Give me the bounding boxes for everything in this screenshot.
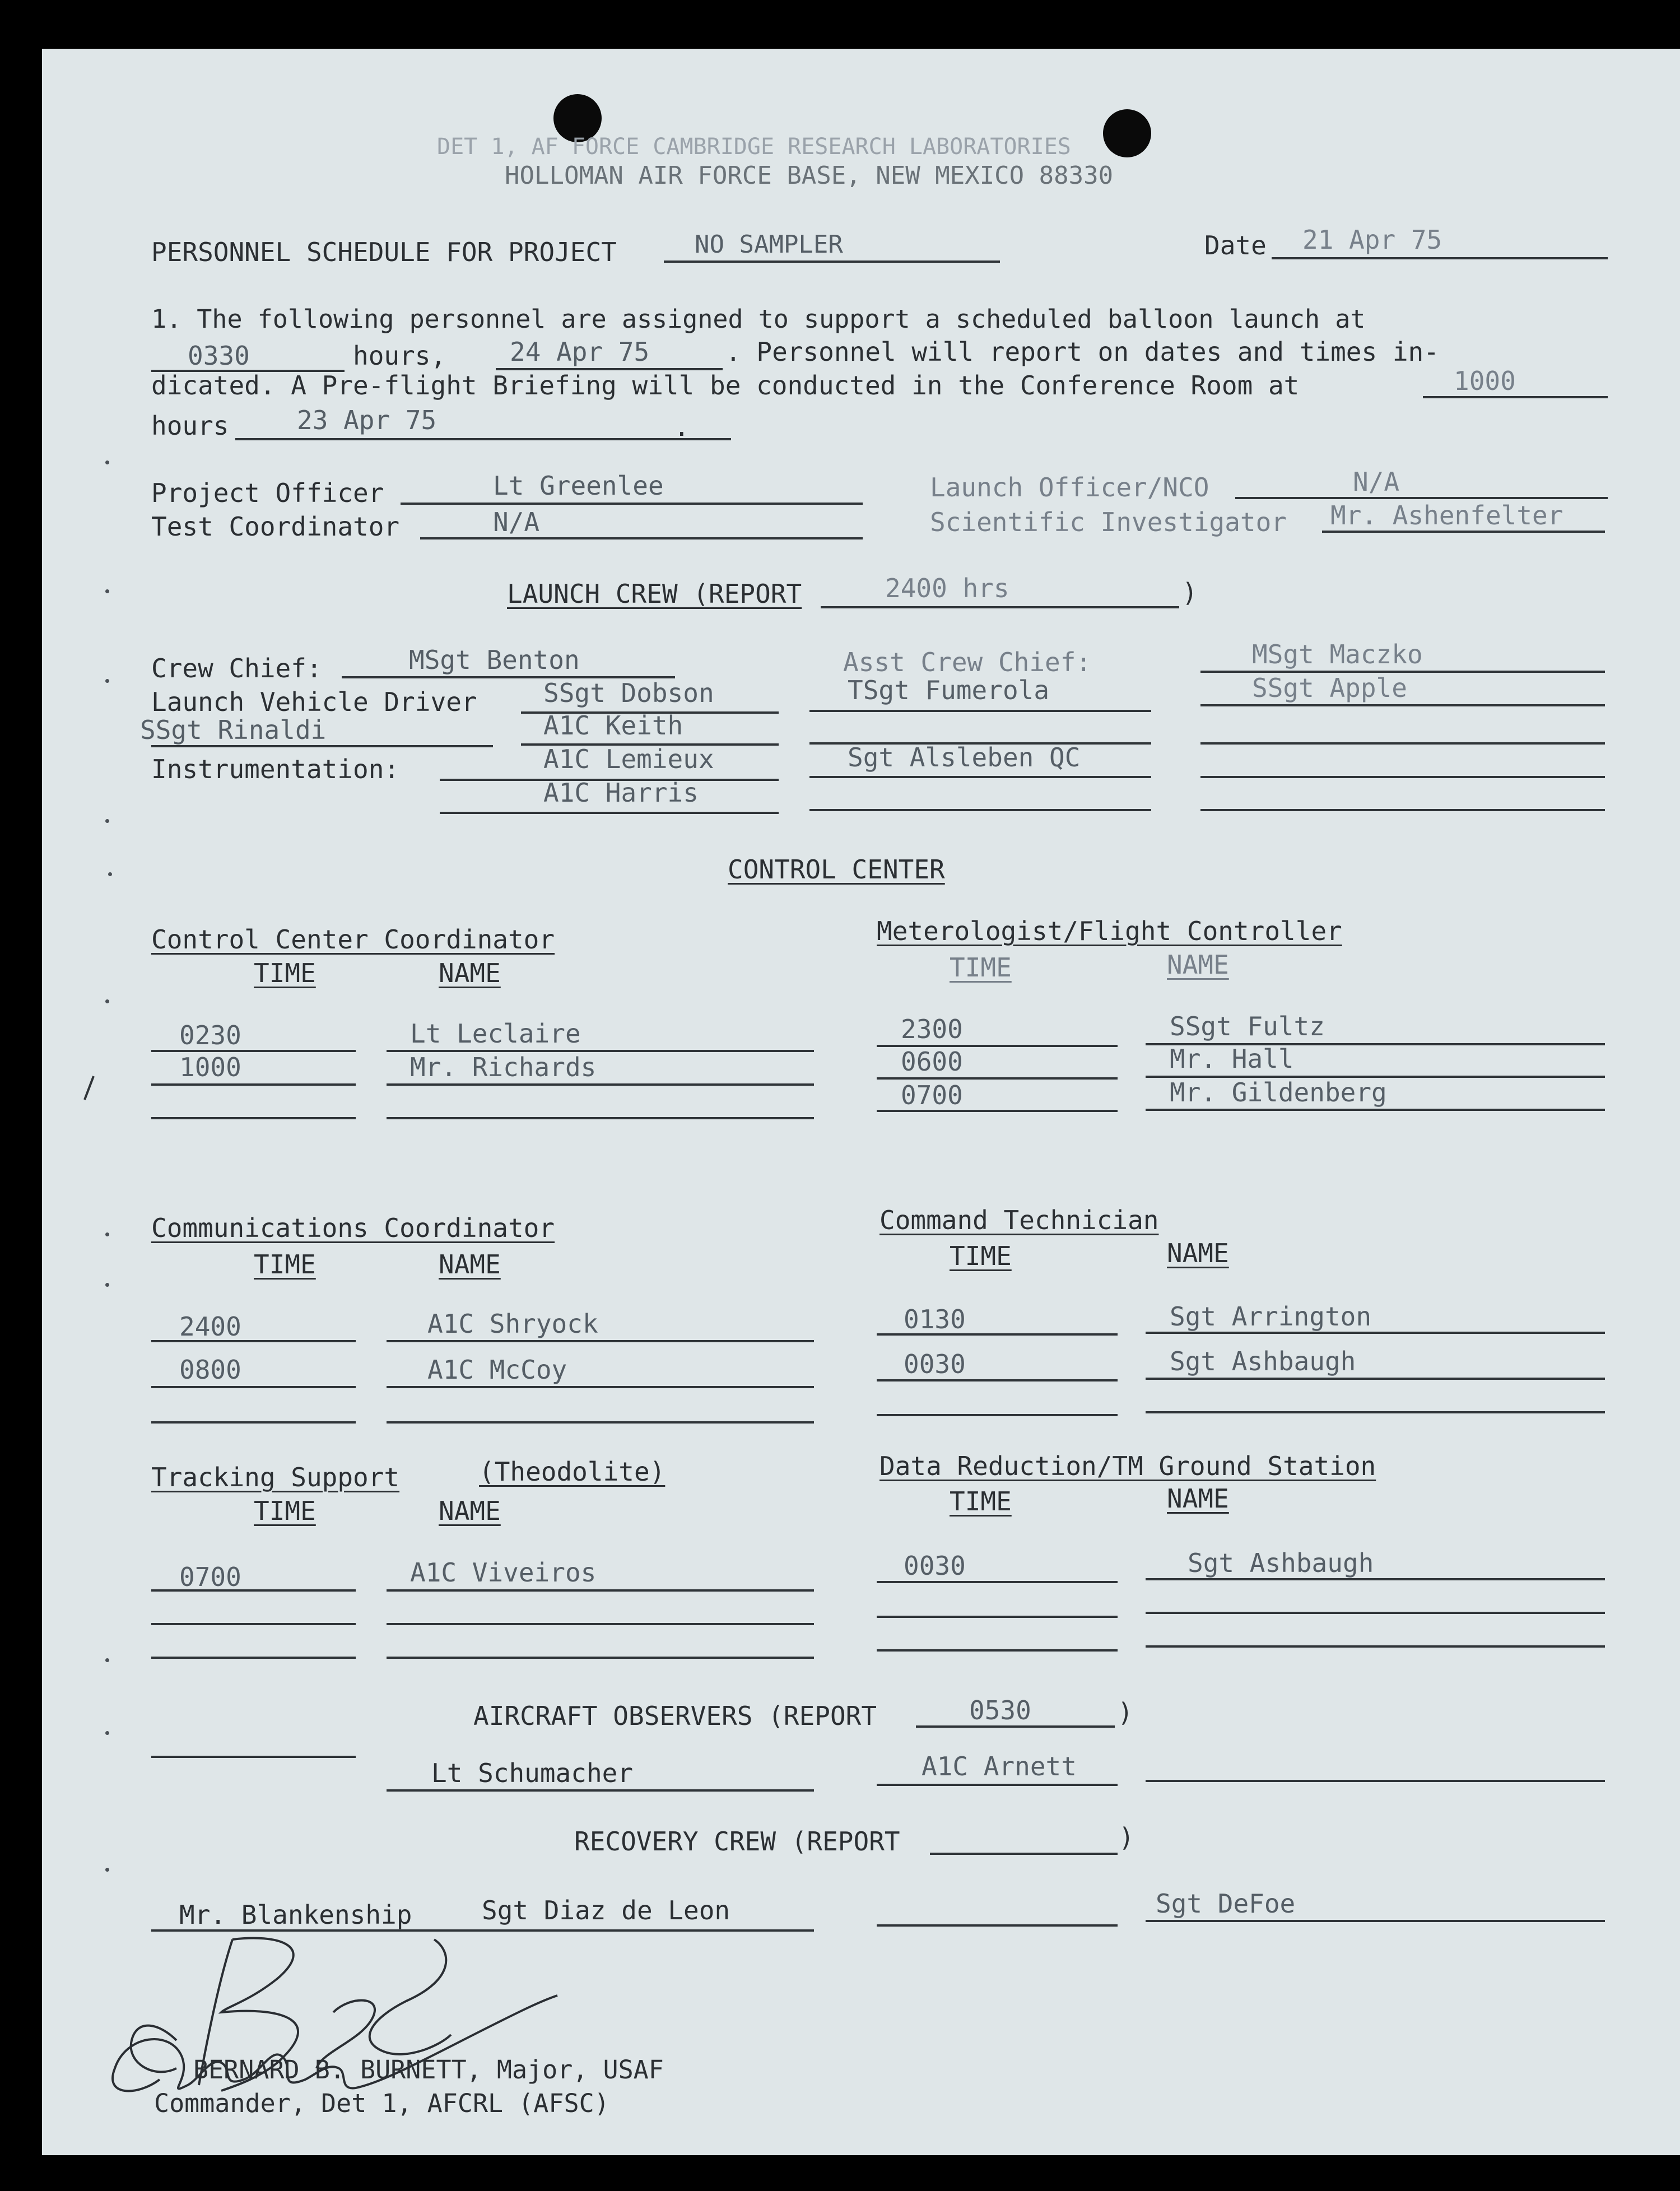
comm-name-1: A1C Shryock — [427, 1309, 598, 1339]
para-hours: hours, — [353, 341, 446, 371]
data-title: Data Reduction/TM Ground Station — [879, 1451, 1376, 1481]
instrumentation-label: Instrumentation: — [151, 754, 400, 784]
control-center-heading: CONTROL CENTER — [728, 854, 945, 885]
recovery-line-2 — [877, 1924, 1118, 1927]
date-line — [1272, 257, 1608, 259]
margin-mark — [105, 460, 109, 464]
recovery-name-2: Sgt Diaz de Leon — [482, 1895, 730, 1925]
recovery-crew-close: ) — [1119, 1822, 1134, 1853]
launch-crew-report-line — [821, 606, 1179, 608]
project-value: NO SAMPLER — [695, 230, 843, 259]
track-time-header: TIME — [254, 1496, 316, 1526]
comm-time-line-1 — [151, 1340, 356, 1342]
data-name-header: NAME — [1167, 1483, 1229, 1514]
met-time-line-2 — [877, 1077, 1118, 1080]
cmd-name-line-1 — [1146, 1332, 1605, 1334]
launch-crew-close: ) — [1182, 578, 1198, 608]
data-time-1: 0030 — [904, 1551, 966, 1581]
para-hours-label: hours — [151, 411, 229, 441]
comm-time-line-3 — [151, 1421, 356, 1424]
cmd-name-line-3 — [1146, 1411, 1605, 1413]
met-time-line-3 — [877, 1110, 1118, 1112]
data-name-line-3 — [1146, 1645, 1605, 1648]
signature-title: Commander, Det 1, AFCRL (AFSC) — [154, 2088, 609, 2118]
col4-line-2 — [1200, 704, 1605, 706]
cmd-time-2: 0030 — [904, 1349, 966, 1379]
aircraft-observer-line-3 — [877, 1784, 1118, 1786]
instrumentation-name-3: A1C Harris — [543, 778, 699, 808]
comm-time-line-2 — [151, 1386, 356, 1388]
cmd-name-line-2 — [1146, 1378, 1605, 1380]
ccc-time-line-3 — [151, 1117, 356, 1119]
asst-crew-line-1 — [809, 710, 1151, 712]
vehicle-driver-label: Launch Vehicle Driver — [151, 687, 477, 717]
date-label: Date — [1204, 230, 1267, 260]
data-name-1: Sgt Ashbaugh — [1188, 1548, 1374, 1578]
para-line1: 1. The following personnel are assigned to support a scheduled balloon launch at — [151, 304, 1366, 334]
cmd-name-1: Sgt Arrington — [1170, 1301, 1372, 1332]
cmd-time-header: TIME — [950, 1241, 1012, 1271]
track-time-1: 0700 — [179, 1562, 241, 1592]
met-name-2: Mr. Hall — [1170, 1044, 1294, 1074]
ccc-name-header: NAME — [439, 958, 501, 988]
col4-line-4 — [1200, 776, 1605, 778]
margin-mark — [105, 1731, 109, 1735]
project-officer-line — [401, 503, 863, 505]
margin-mark — [105, 1232, 109, 1236]
margin-mark — [105, 819, 109, 823]
ccc-time-2: 1000 — [179, 1052, 241, 1082]
margin-mark — [105, 1283, 109, 1287]
aircraft-observers-heading: AIRCRAFT OBSERVERS (REPORT — [473, 1701, 877, 1731]
scientific-investigator-label: Scientific Investigator — [930, 507, 1287, 537]
track-name-line-2 — [387, 1623, 814, 1625]
margin-mark — [105, 589, 109, 593]
ccc-time-line-2 — [151, 1083, 356, 1086]
aircraft-observer-line-4 — [1146, 1780, 1605, 1782]
comm-name-line-2 — [387, 1386, 814, 1388]
ccc-name-line-2 — [387, 1083, 814, 1086]
comm-name-line-3 — [387, 1421, 814, 1424]
recovery-name-1: Mr. Blankenship — [179, 1900, 412, 1930]
launch-officer-line — [1235, 497, 1608, 499]
para-launch-time: 0330 — [188, 341, 250, 371]
met-time-header: TIME — [950, 952, 1012, 983]
scientific-investigator-value: Mr. Ashenfelter — [1330, 500, 1563, 531]
instrumentation-name-2: A1C Lemieux — [543, 744, 714, 774]
margin-mark — [105, 679, 109, 683]
margin-slash — [81, 1074, 98, 1102]
cmd-time-1: 0130 — [904, 1304, 966, 1334]
date-value: 21 Apr 75 — [1302, 225, 1442, 255]
para-briefing-date-line — [235, 438, 731, 440]
project-officer-label: Project Officer — [151, 478, 384, 508]
para-briefing-time: 1000 — [1454, 366, 1516, 396]
project-line — [664, 260, 1000, 263]
asst-crew-name-2: Sgt Alsleben QC — [848, 742, 1081, 773]
cmd-time-line-2 — [877, 1379, 1118, 1381]
para-line2-rest: . Personnel will report on dates and times in- — [725, 337, 1439, 367]
margin-mark — [105, 1868, 109, 1872]
data-time-line-3 — [877, 1649, 1118, 1652]
met-name-line-3 — [1146, 1109, 1605, 1111]
data-name-line-1 — [1146, 1578, 1605, 1580]
aircraft-observers-report-line — [916, 1725, 1115, 1728]
col4-name-1: MSgt Maczko — [1252, 639, 1423, 669]
aircraft-observers-close: ) — [1118, 1697, 1133, 1728]
comm-name-header: NAME — [439, 1249, 501, 1280]
launch-officer-value: N/A — [1353, 467, 1400, 497]
track-subtitle: (Theodolite) — [479, 1457, 666, 1487]
comm-name-2: A1C McCoy — [427, 1355, 567, 1385]
project-officer-value: Lt Greenlee — [493, 471, 664, 501]
recovery-line-3 — [1146, 1920, 1605, 1922]
cmd-name-2: Sgt Ashbaugh — [1170, 1346, 1356, 1376]
para-briefing-date: 23 Apr 75 — [297, 405, 437, 435]
track-name-line-3 — [387, 1657, 814, 1659]
margin-mark — [105, 1658, 109, 1662]
ccc-title: Control Center Coordinator — [151, 924, 555, 955]
cmd-title: Command Technician — [879, 1205, 1159, 1235]
met-name-3: Mr. Gildenberg — [1170, 1077, 1387, 1108]
met-name-1: SSgt Fultz — [1170, 1011, 1325, 1041]
ccc-time-header: TIME — [254, 958, 316, 988]
launch-crew-heading: LAUNCH CREW (REPORT — [507, 579, 802, 609]
track-time-line-3 — [151, 1657, 356, 1659]
scientific-investigator-line — [1322, 531, 1605, 533]
crew-chief-value: MSgt Benton — [409, 645, 580, 675]
letterhead-line1: DET 1, AF FORCE CAMBRIDGE RESEARCH LABORATORIES — [437, 134, 1071, 160]
extra-crew-name: SSgt Rinaldi — [140, 715, 327, 745]
comm-name-line-1 — [387, 1340, 814, 1342]
aircraft-observer-name-2: A1C Arnett — [922, 1751, 1077, 1781]
recovery-crew-report-line — [930, 1853, 1118, 1855]
track-name-header: NAME — [439, 1496, 501, 1526]
para-briefing-time-line — [1423, 396, 1608, 398]
ccc-name-line-3 — [387, 1117, 814, 1119]
comm-title: Communications Coordinator — [151, 1213, 555, 1243]
track-time-line-2 — [151, 1623, 356, 1625]
document-page — [42, 49, 1680, 2155]
cmd-time-line-1 — [877, 1333, 1118, 1336]
test-coordinator-label: Test Coordinator — [151, 511, 400, 542]
aircraft-observers-report-time: 0530 — [969, 1695, 1031, 1725]
ccc-time-1: 0230 — [179, 1020, 241, 1050]
project-label: PERSONNEL SCHEDULE FOR PROJECT — [151, 237, 617, 267]
crew-chief-label: Crew Chief: — [151, 653, 322, 683]
aircraft-observer-line-1 — [151, 1756, 356, 1758]
margin-mark — [108, 872, 112, 876]
data-time-header: TIME — [950, 1486, 1012, 1517]
track-name-line-1 — [387, 1589, 814, 1592]
met-time-3: 0700 — [901, 1080, 963, 1110]
aircraft-observer-line-2 — [387, 1789, 814, 1792]
para-line3: dicated. A Pre-flight Briefing will be conducted in the Conference Room at — [151, 370, 1300, 401]
letterhead-line2: HOLLOMAN AIR FORCE BASE, NEW MEXICO 88330 — [505, 161, 1114, 190]
asst-crew-chief-label: Asst Crew Chief: — [843, 647, 1092, 677]
met-title: Meterologist/Flight Controller — [877, 916, 1342, 946]
margin-mark — [105, 999, 109, 1003]
asst-crew-line-4 — [809, 809, 1151, 811]
instrumentation-name-1: A1C Keith — [543, 710, 683, 741]
recovery-crew-heading: RECOVERY CREW (REPORT — [574, 1826, 900, 1857]
punch-hole-right — [1103, 109, 1151, 157]
met-name-header: NAME — [1167, 950, 1229, 980]
signature-name: BERNARD B. BURNETT, Major, USAF — [193, 2055, 664, 2085]
vehicle-driver-value: SSgt Dobson — [543, 678, 714, 708]
signature-scribble — [92, 1928, 613, 2113]
cmd-name-header: NAME — [1167, 1238, 1229, 1268]
test-coordinator-line — [420, 537, 863, 539]
col4-name-2: SSgt Apple — [1252, 673, 1407, 703]
recovery-name-3: Sgt DeFoe — [1156, 1888, 1296, 1919]
met-time-1: 2300 — [901, 1014, 963, 1044]
cmd-time-line-3 — [877, 1414, 1118, 1416]
launch-crew-report-time: 2400 hrs — [885, 573, 1009, 603]
para-launch-date: 24 Apr 75 — [510, 337, 650, 367]
extra-crew-line — [151, 745, 493, 747]
para-end: . — [674, 412, 690, 442]
instrumentation-line-3 — [440, 812, 779, 814]
launch-officer-label: Launch Officer/NCO — [930, 472, 1209, 503]
comm-time-header: TIME — [254, 1249, 316, 1280]
data-time-line-1 — [877, 1581, 1118, 1583]
track-time-line-1 — [151, 1589, 356, 1592]
asst-crew-name-1: TSgt Fumerola — [848, 675, 1050, 705]
track-name-1: A1C Viveiros — [410, 1557, 597, 1588]
met-time-2: 0600 — [901, 1046, 963, 1077]
aircraft-observer-name-1: Lt Schumacher — [431, 1758, 634, 1788]
data-time-line-2 — [877, 1616, 1118, 1618]
track-title: Tracking Support — [151, 1462, 400, 1492]
test-coordinator-value: N/A — [493, 507, 540, 537]
ccc-name-1: Lt Leclaire — [410, 1018, 581, 1049]
ccc-name-2: Mr. Richards — [410, 1052, 597, 1082]
asst-crew-line-3 — [809, 776, 1151, 778]
col4-line-3 — [1200, 742, 1605, 745]
data-name-line-2 — [1146, 1612, 1605, 1614]
comm-time-2: 0800 — [179, 1355, 241, 1385]
comm-time-1: 2400 — [179, 1311, 241, 1342]
col4-line-5 — [1200, 809, 1605, 811]
